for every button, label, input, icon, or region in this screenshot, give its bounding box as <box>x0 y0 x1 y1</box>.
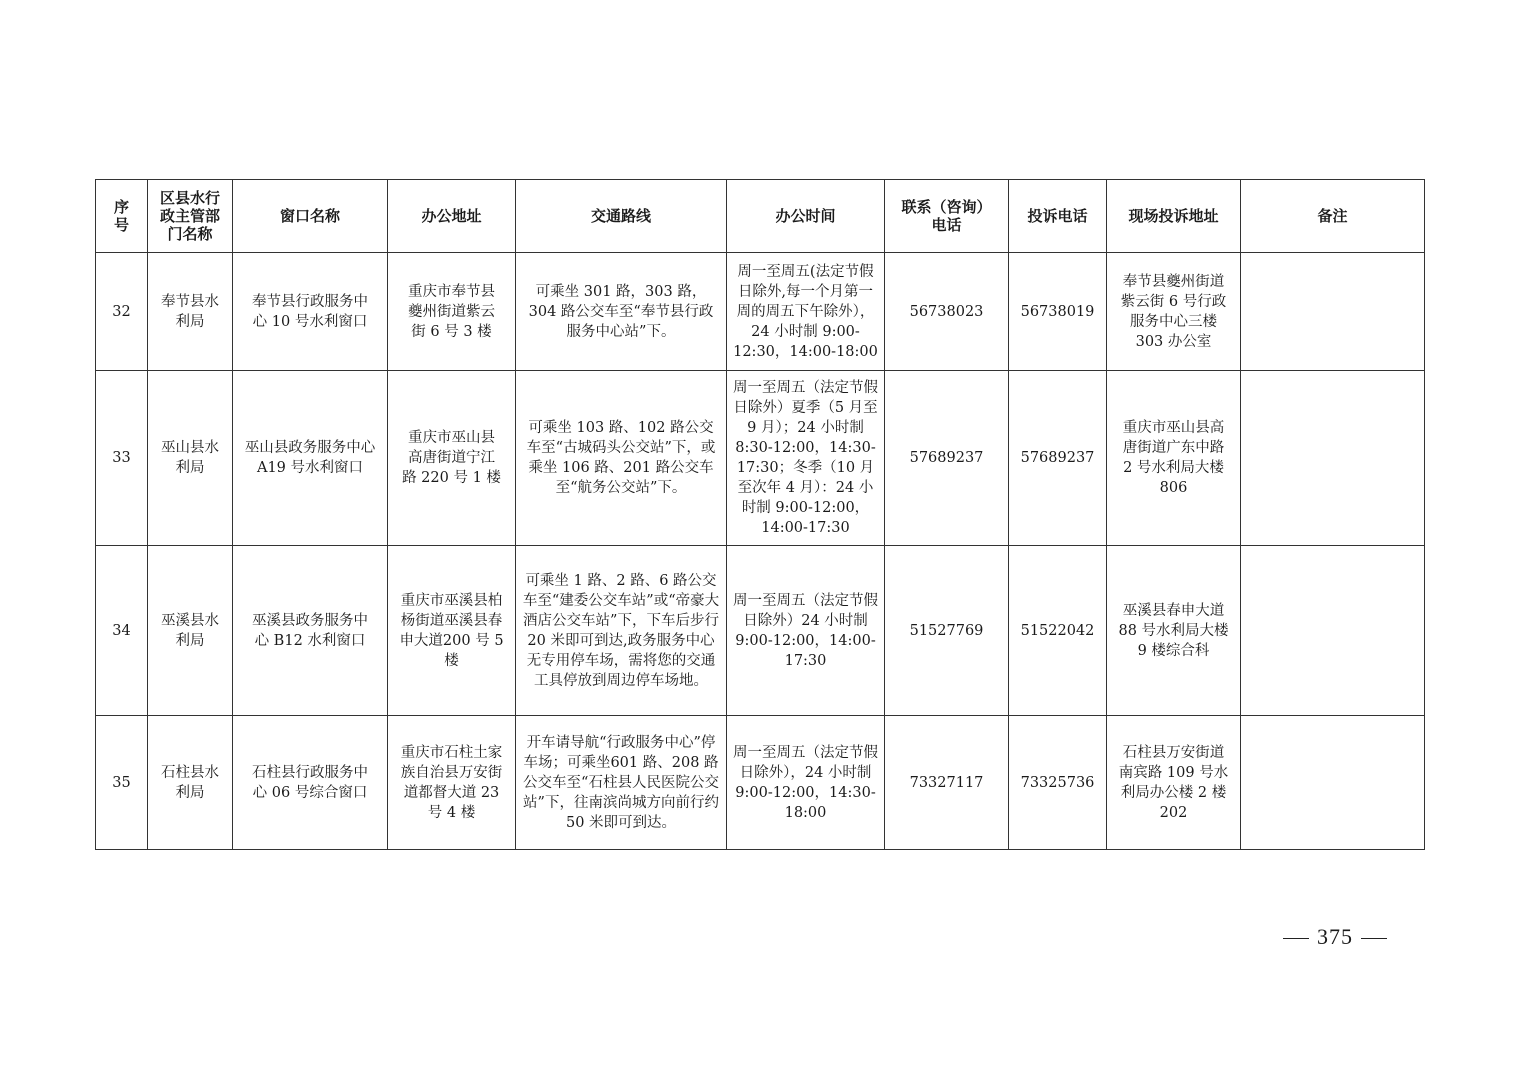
cell-complaint-address: 巫溪县春申大道 88 号水利局大楼 9 楼综合科 <box>1107 546 1241 716</box>
cell-contact: 57689237 <box>885 371 1009 546</box>
cell-complaint-address: 奉节县夔州街道紫云街 6 号行政服务中心三楼 303 办公室 <box>1107 253 1241 371</box>
dash-right-divider <box>1361 938 1387 939</box>
cell-complaint-phone: 51522042 <box>1009 546 1107 716</box>
cell-complaint-phone: 56738019 <box>1009 253 1107 371</box>
header-route: 交通路线 <box>516 180 727 253</box>
cell-contact: 51527769 <box>885 546 1009 716</box>
cell-route: 可乘坐 103 路、102 路公交车至“古城码头公交站”下，或乘坐 106 路、201 路公交车至“航务公交站”下。 <box>516 371 727 546</box>
cell-address: 重庆市奉节县夔州街道紫云街 6 号 3 楼 <box>388 253 516 371</box>
header-dept: 区县水行政主管部门名称 <box>148 180 233 253</box>
header-complaint-address: 现场投诉地址 <box>1107 180 1241 253</box>
cell-contact: 73327117 <box>885 716 1009 850</box>
cell-remarks <box>1241 253 1425 371</box>
page-footer <box>1270 924 1400 950</box>
table-row <box>96 371 1425 546</box>
cell-hours: 周一至周五（法定节假日除外），24 小时制 9:00-12:00，14:30-18:00 <box>727 716 885 850</box>
cell-contact: 56738023 <box>885 253 1009 371</box>
cell-dept: 石柱县水利局 <box>148 716 233 850</box>
page-number: 375 <box>1317 924 1353 949</box>
cell-complaint-address: 石柱县万安街道南宾路 109 号水利局办公楼 2 楼 202 <box>1107 716 1241 850</box>
cell-seq: 34 <box>96 546 148 716</box>
table-row <box>96 546 1425 716</box>
header-window: 窗口名称 <box>233 180 388 253</box>
cell-hours: 周一至周五（法定节假日除外）24 小时制 9:00-12:00，14:00-17:30 <box>727 546 885 716</box>
cell-route: 开车请导航“行政服务中心”停车场；可乘坐601 路、208 路公交车至“石柱县人民医院公交站”下，往南滨尚城方向前行约 50 米即可到达。 <box>516 716 727 850</box>
cell-route: 可乘坐 301 路，303 路，304 路公交车至“奉节县行政服务中心站”下。 <box>516 253 727 371</box>
table-header-row <box>96 180 1425 253</box>
dash-left-divider <box>1283 938 1309 939</box>
cell-complaint-phone: 57689237 <box>1009 371 1107 546</box>
cell-hours: 周一至周五（法定节假日除外）夏季（5 月至 9 月）；24 小时制 8:30-12:00，14:30-17:30；冬季（10 月至次年 4 月）：24 小时制 9:00-12:00，14:00-17:30 <box>727 371 885 546</box>
cell-remarks <box>1241 546 1425 716</box>
cell-complaint-address: 重庆市巫山县高唐街道广东中路 2 号水利局大楼 806 <box>1107 371 1241 546</box>
cell-address: 重庆市石柱土家族自治县万安街道都督大道 23 号 4 楼 <box>388 716 516 850</box>
cell-window: 石柱县行政服务中心 06 号综合窗口 <box>233 716 388 850</box>
cell-seq: 35 <box>96 716 148 850</box>
cell-seq: 33 <box>96 371 148 546</box>
service-window-table <box>95 179 1425 850</box>
cell-complaint-phone: 73325736 <box>1009 716 1107 850</box>
cell-address: 重庆市巫溪县柏杨街道巫溪县春申大道200 号 5 楼 <box>388 546 516 716</box>
cell-dept: 巫山县水利局 <box>148 371 233 546</box>
cell-remarks <box>1241 716 1425 850</box>
cell-dept: 巫溪县水利局 <box>148 546 233 716</box>
header-address: 办公地址 <box>388 180 516 253</box>
cell-route: 可乘坐 1 路、2 路、6 路公交车至“建委公交车站”或“帝豪大酒店公交车站”下，下车后步行 20 米即可到达,政务服务中心无专用停车场，需将您的交通工具停放到周边停车场地。 <box>516 546 727 716</box>
header-seq: 序号 <box>96 180 148 253</box>
header-remarks: 备注 <box>1241 180 1425 253</box>
cell-hours: 周一至周五(法定节假日除外,每一个月第一周的周五下午除外），24 小时制 9:00-12:30，14:00-18:00 <box>727 253 885 371</box>
cell-seq: 32 <box>96 253 148 371</box>
cell-window: 奉节县行政服务中心 10 号水利窗口 <box>233 253 388 371</box>
cell-address: 重庆市巫山县高唐街道宁江路 220 号 1 楼 <box>388 371 516 546</box>
table-row <box>96 716 1425 850</box>
cell-window: 巫溪县政务服务中心 B12 水利窗口 <box>233 546 388 716</box>
header-contact: 联系（咨询）电话 <box>885 180 1009 253</box>
cell-window: 巫山县政务服务中心 A19 号水利窗口 <box>233 371 388 546</box>
header-complaint-phone: 投诉电话 <box>1009 180 1107 253</box>
cell-remarks <box>1241 371 1425 546</box>
cell-dept: 奉节县水利局 <box>148 253 233 371</box>
header-hours: 办公时间 <box>727 180 885 253</box>
table-row <box>96 253 1425 371</box>
